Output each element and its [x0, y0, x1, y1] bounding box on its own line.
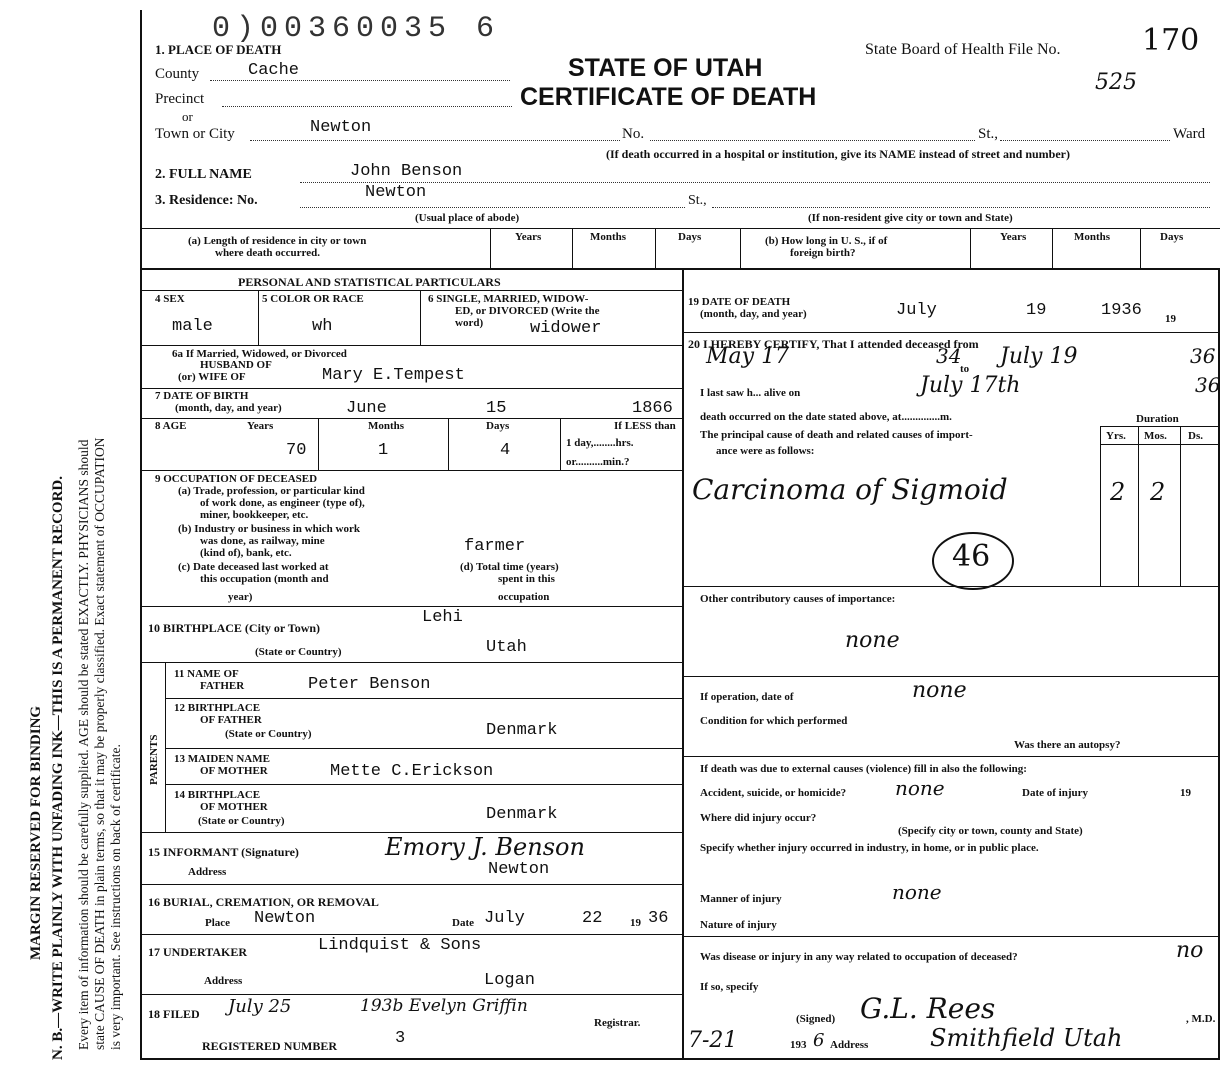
marital-value: widower	[530, 319, 602, 338]
father-name: Peter Benson	[308, 675, 431, 694]
mother-name: Mette C.Erickson	[330, 762, 494, 781]
condition-label: Condition for which performed	[700, 715, 848, 727]
father-label-2: FATHER	[200, 680, 245, 692]
mother-bp-label-3: (State or Country)	[198, 815, 285, 827]
physician-signature: G.L. Rees	[860, 992, 996, 1025]
informant-label: 15 INFORMANT (Signature)	[148, 845, 299, 859]
mother-bp-label-2: OF MOTHER	[200, 801, 268, 813]
dob-year: 1866	[632, 399, 673, 418]
county-value: Cache	[248, 61, 300, 80]
filed-date: July 25	[228, 996, 292, 1017]
divider-center	[682, 268, 684, 1060]
dod-19: 19	[1165, 313, 1176, 325]
mother-label-2: OF MOTHER	[200, 765, 268, 777]
spouse-label-3: (or) WIFE OF	[178, 371, 246, 383]
last-saw: July 17th	[920, 373, 1021, 398]
margin-binding-note: MARGIN RESERVED FOR BINDING	[28, 705, 44, 960]
signed-date: 7-21	[688, 1028, 738, 1053]
undertaker-label: 17 UNDERTAKER	[148, 945, 248, 959]
spouse-value: Mary E.Tempest	[322, 366, 465, 385]
accident-label: Accident, suicide, or homicide?	[700, 787, 847, 799]
principal-cause: Carcinoma of Sigmoid	[692, 473, 1008, 506]
divider-personal-top	[140, 268, 1220, 270]
occupation-value: farmer	[464, 537, 526, 556]
sex-value: male	[172, 317, 213, 336]
specify-city-note: (Specify city or town, county and State)	[898, 825, 1083, 837]
color-value: wh	[312, 317, 333, 336]
external-causes-label: If death was due to external causes (violence) fill in also the following:	[700, 763, 1027, 775]
age-days: 4	[500, 441, 511, 460]
informant-address: Newton	[488, 860, 550, 879]
margin-instructions-1: Every item of information should be carefully supplied. AGE should be stated EXACTLY. PHYSICIANS should	[76, 439, 91, 1050]
dod-label-2: (month, day, and year)	[700, 308, 807, 320]
injury-19: 19	[1180, 787, 1191, 799]
occ-a3: miner, bookkeeper, etc.	[200, 509, 309, 521]
parents-label: PARENTS	[148, 734, 160, 785]
physician-address-label: Address	[830, 1039, 869, 1051]
burial-date: July	[484, 909, 525, 928]
dod-label: 19 DATE OF DEATH	[688, 296, 791, 308]
duration-label: Duration	[1136, 413, 1179, 425]
residence-value: Newton	[365, 183, 427, 202]
margin-instructions-3: is very important. See instructions on back of certificate.	[108, 744, 123, 1050]
related-label: Was disease or injury in any way related to occupation of deceased?	[700, 951, 1018, 963]
where-injury-label: Where did injury occur?	[700, 812, 817, 824]
handwritten-number: 525	[1095, 70, 1137, 95]
father-label: 11 NAME OF	[174, 668, 239, 680]
related-value: no	[1176, 938, 1204, 963]
occ-d2: spent in this	[498, 573, 555, 585]
occ-a1: (a) Trade, profession, or particular kind	[178, 485, 365, 497]
dod-month: July	[896, 301, 937, 320]
length-residence-label-2: where death occurred.	[215, 247, 320, 259]
street-label: St.,	[978, 126, 999, 142]
cause-months: 2	[1150, 478, 1166, 506]
len-days: Days	[678, 231, 702, 243]
spouse-label: 6a If Married, Widowed, or Divorced	[172, 348, 347, 360]
nonresident-note: (If non-resident give city or town and State)	[808, 212, 1013, 224]
filed-registrar-sig: 193b Evelyn Griffin	[360, 996, 528, 1016]
ward-label: Ward	[1173, 126, 1206, 142]
mos-label: Mos.	[1144, 430, 1167, 442]
burial-place: Newton	[254, 909, 316, 928]
age-months: 1	[378, 441, 389, 460]
principal-cause-label: The principal cause of death and related causes of import-	[700, 429, 973, 441]
occ-a2: of work done, as engineer (type of),	[200, 497, 365, 509]
age-months-label: Months	[368, 420, 405, 432]
undertaker-address: Logan	[484, 971, 536, 990]
no-label: No.	[622, 126, 645, 142]
less-label: If LESS than	[614, 420, 676, 432]
file-no-label: State Board of Health File No.	[865, 41, 1061, 58]
margin-instructions-2: state CAUSE OF DEATH in plain terms, so that it may be properly classified. Exact statement of OCCUPATION	[92, 437, 107, 1050]
operation-value: none	[912, 678, 967, 703]
last-saw-label: I last saw h... alive on	[700, 387, 801, 399]
precinct-label: Precinct	[155, 91, 205, 107]
yrs-label: Yrs.	[1106, 430, 1126, 442]
burial-day: 22	[582, 909, 603, 928]
how-long-label-2: foreign birth?	[790, 247, 856, 259]
if-so-label: If so, specify	[700, 981, 759, 993]
dob-day: 15	[486, 399, 507, 418]
occ-d3: occupation	[498, 591, 550, 603]
county-label: County	[155, 66, 200, 82]
us-days: Days	[1160, 231, 1184, 243]
residence-st-label: St.,	[688, 193, 707, 208]
specify-whether-label: Specify whether injury occurred in industry, in home, or in public place.	[700, 842, 1039, 854]
margin-ink-note: N. B.—WRITE PLAINLY WITH UNFADING INK—THIS IS A PERMANENT RECORD.	[50, 476, 66, 1060]
reg-number: 3	[395, 1029, 406, 1048]
usual-abode-note: (Usual place of abode)	[415, 212, 520, 224]
circled-code-value: 46	[952, 539, 991, 574]
color-label: 5 COLOR OR RACE	[262, 293, 364, 305]
manner-label: Manner of injury	[700, 893, 782, 905]
less-label-2: 1 day,........hrs.	[566, 437, 634, 449]
father-birthplace: Denmark	[486, 721, 558, 740]
title-certificate: CERTIFICATE OF DEATH	[520, 83, 817, 111]
file-no: 170	[1142, 23, 1200, 58]
father-bp-label-2: OF FATHER	[200, 714, 262, 726]
frame-left	[140, 10, 142, 1060]
burial-place-label: Place	[205, 917, 231, 929]
mother-birthplace: Denmark	[486, 805, 558, 824]
length-residence-label: (a) Length of residence in city or town	[188, 235, 367, 247]
age-days-label: Days	[486, 420, 510, 432]
age-years: 70	[286, 441, 307, 460]
to-label: to	[960, 363, 970, 375]
marital-label-2: ED, or DIVORCED (Write the	[455, 305, 600, 317]
ds-label: Ds.	[1188, 430, 1203, 442]
dod-year: 1936	[1101, 301, 1142, 320]
nature-label: Nature of injury	[700, 919, 777, 931]
signed-year-prefix: 193	[790, 1039, 807, 1051]
full-name: John Benson	[350, 162, 463, 181]
occ-b2: was done, as railway, mine	[200, 535, 325, 547]
operation-label: If operation, date of	[700, 691, 794, 703]
age-label: 8 AGE	[155, 420, 187, 432]
us-years: Years	[1000, 231, 1027, 243]
serial-number: 0)00360035 6	[212, 12, 501, 46]
dob-label-2: (month, day, and year)	[175, 402, 282, 414]
us-months: Months	[1074, 231, 1111, 243]
spouse-label-2: HUSBAND OF	[200, 359, 272, 371]
personal-section-title: PERSONAL AND STATISTICAL PARTICULARS	[238, 275, 501, 289]
dob-label: 7 DATE OF BIRTH	[155, 390, 249, 402]
hospital-note: (If death occurred in a hospital or institution, give its NAME instead of street and number)	[606, 147, 1071, 161]
occupation-label: 9 OCCUPATION OF DECEASED	[155, 473, 318, 485]
contributory-label: Other contributory causes of importance:	[700, 593, 896, 605]
title-state: STATE OF UTAH	[568, 54, 763, 82]
mother-label: 13 MAIDEN NAME	[174, 753, 270, 765]
manner-value: none	[892, 880, 942, 904]
contributory-value: none	[845, 628, 900, 653]
occurred-label: death occurred on the date stated above, at..............m.	[700, 411, 952, 423]
injury-date-label: Date of injury	[1022, 787, 1088, 799]
marital-label: 6 SINGLE, MARRIED, WIDOW-	[428, 293, 589, 305]
residence-label: 3. Residence: No.	[155, 193, 258, 208]
undertaker-address-label: Address	[204, 975, 243, 987]
full-name-label: 2. FULL NAME	[155, 167, 252, 182]
frame-bottom	[140, 1058, 1220, 1060]
birthplace-state: Utah	[486, 638, 527, 657]
attended-to: July 19	[1000, 344, 1078, 369]
sex-label: 4 SEX	[155, 293, 185, 305]
physician-address: Smithfield Utah	[930, 1024, 1123, 1052]
burial-year: 36	[648, 909, 669, 928]
birthplace-state-label: (State or Country)	[255, 646, 342, 658]
dod-day: 19	[1026, 301, 1047, 320]
occ-d1: (d) Total time (years)	[460, 561, 559, 573]
mother-bp-label: 14 BIRTHPLACE	[174, 789, 261, 801]
dob-month: June	[346, 399, 387, 418]
father-bp-label-3: (State or Country)	[225, 728, 312, 740]
father-bp-label: 12 BIRTHPLACE	[174, 702, 261, 714]
age-years-label: Years	[247, 420, 274, 432]
occ-c3: year)	[228, 591, 253, 603]
len-years: Years	[515, 231, 542, 243]
burial-year-prefix: 19	[630, 917, 641, 929]
occ-c2: this occupation (month and	[200, 573, 329, 585]
attended-to-year: 36	[1190, 344, 1216, 368]
occ-c1: (c) Date deceased last worked at	[178, 561, 329, 573]
registrar-label: Registrar.	[594, 1017, 641, 1029]
signed-label: (Signed)	[796, 1013, 836, 1025]
attended-from: May 17	[706, 344, 790, 369]
birthplace-city: Lehi	[422, 608, 463, 627]
undertaker-name: Lindquist & Sons	[318, 936, 482, 955]
informant-signature: Emory J. Benson	[385, 833, 585, 861]
reg-number-label: REGISTERED NUMBER	[202, 1039, 338, 1053]
last-saw-year: 36	[1195, 373, 1221, 397]
len-months: Months	[590, 231, 627, 243]
occ-b1: (b) Industry or business in which work	[178, 523, 360, 535]
signed-year: 6	[813, 1030, 825, 1051]
less-label-3: or..........min.?	[566, 456, 630, 468]
burial-label: 16 BURIAL, CREMATION, OR REMOVAL	[148, 895, 379, 909]
occ-b3: (kind of), bank, etc.	[200, 547, 292, 559]
principal-cause-label-2: ance were as follows:	[716, 445, 815, 457]
how-long-label: (b) How long in U. S., if of	[765, 235, 888, 247]
burial-date-label: Date	[452, 917, 474, 929]
cause-years: 2	[1110, 478, 1126, 506]
town-value: Newton	[310, 118, 372, 137]
accident-value: none	[895, 776, 945, 800]
autopsy-label: Was there an autopsy?	[1014, 739, 1121, 751]
informant-address-label: Address	[188, 866, 227, 878]
or-label: or	[182, 109, 193, 124]
filed-label: 18 FILED	[148, 1007, 200, 1021]
place-of-death-label: 1. PLACE OF DEATH	[155, 42, 282, 57]
md-label: , M.D.	[1186, 1013, 1216, 1025]
town-label: Town or City	[155, 126, 235, 142]
marital-label-3: word)	[455, 317, 484, 329]
birthplace-label: 10 BIRTHPLACE (City or Town)	[148, 621, 321, 635]
attended-from-year: 34	[936, 344, 962, 368]
certify-label: 20 I HEREBY CERTIFY, That I attended deceased from	[688, 337, 979, 351]
